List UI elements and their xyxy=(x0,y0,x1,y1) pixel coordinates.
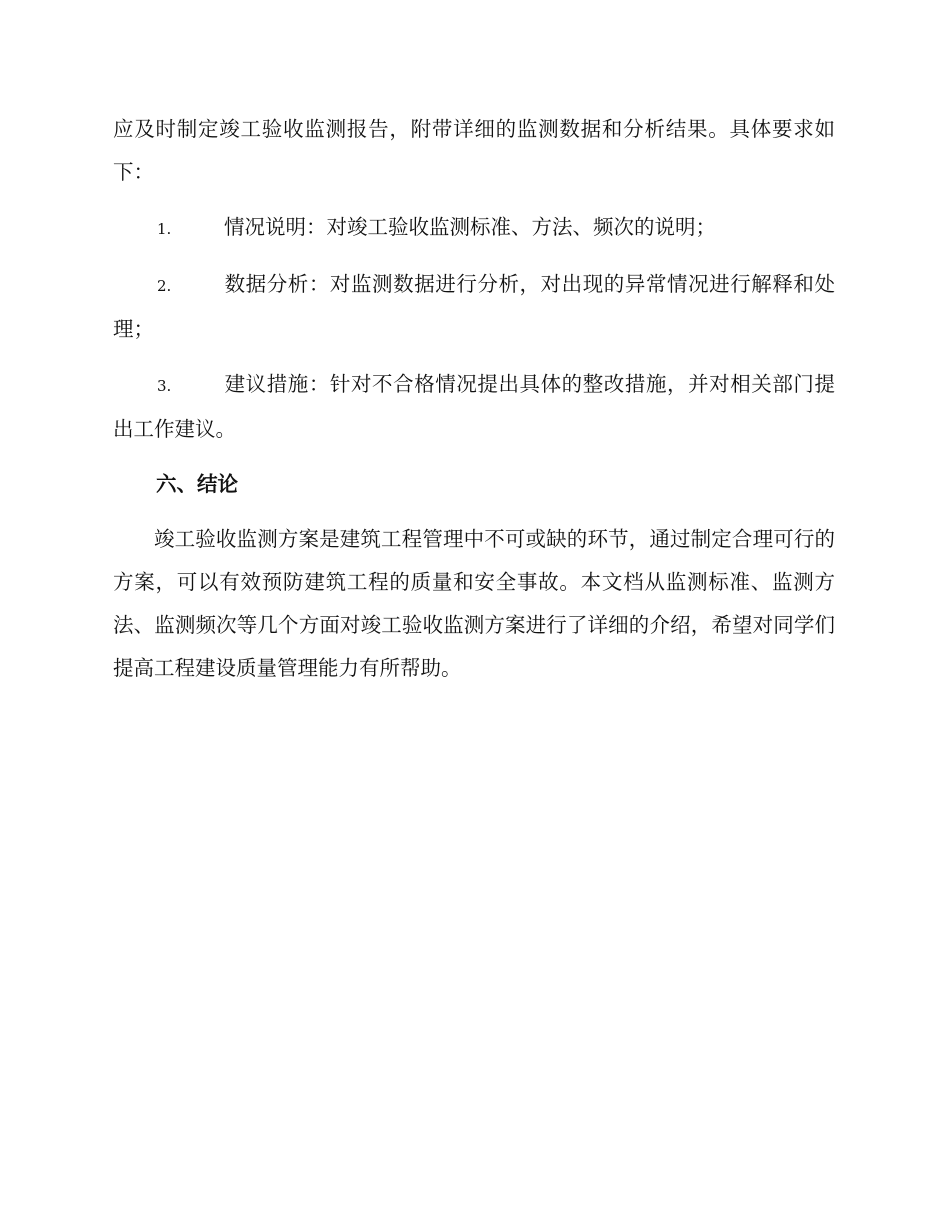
list-item-text: 数据分析：对监测数据进行分析，对出现的异常情况进行解释和处理； xyxy=(113,272,835,341)
list-item-number: 2. xyxy=(157,277,172,295)
conclusion-paragraph: 竣工验收监测方案是建筑工程管理中不可或缺的环节，通过制定合理可行的方案，可以有效预防建筑工程的质量和安全事故。本文档从监测标准、监测方法、监测频次等几个方面对竣工验收监测方案进行了详细的介绍，希望对同学们提高工程建设质量管理能力有所帮助。 xyxy=(113,527,835,680)
list-item xyxy=(113,206,835,251)
intro-paragraph: 应及时制定竣工验收监测报告，附带详细的监测数据和分析结果。具体要求如下： xyxy=(113,117,835,184)
list-item-number: 3. xyxy=(157,377,172,395)
list-item xyxy=(113,263,835,351)
section-heading: 六、结论 xyxy=(156,472,238,496)
document-page xyxy=(113,108,835,690)
requirements-list xyxy=(113,206,835,451)
list-item-number: 1. xyxy=(157,220,172,238)
list-item xyxy=(113,363,835,451)
list-item-text: 建议措施：针对不合格情况提出具体的整改措施，并对相关部门提出工作建议。 xyxy=(113,372,835,441)
list-item-text: 情况说明：对竣工验收监测标准、方法、频次的说明； xyxy=(224,215,716,239)
